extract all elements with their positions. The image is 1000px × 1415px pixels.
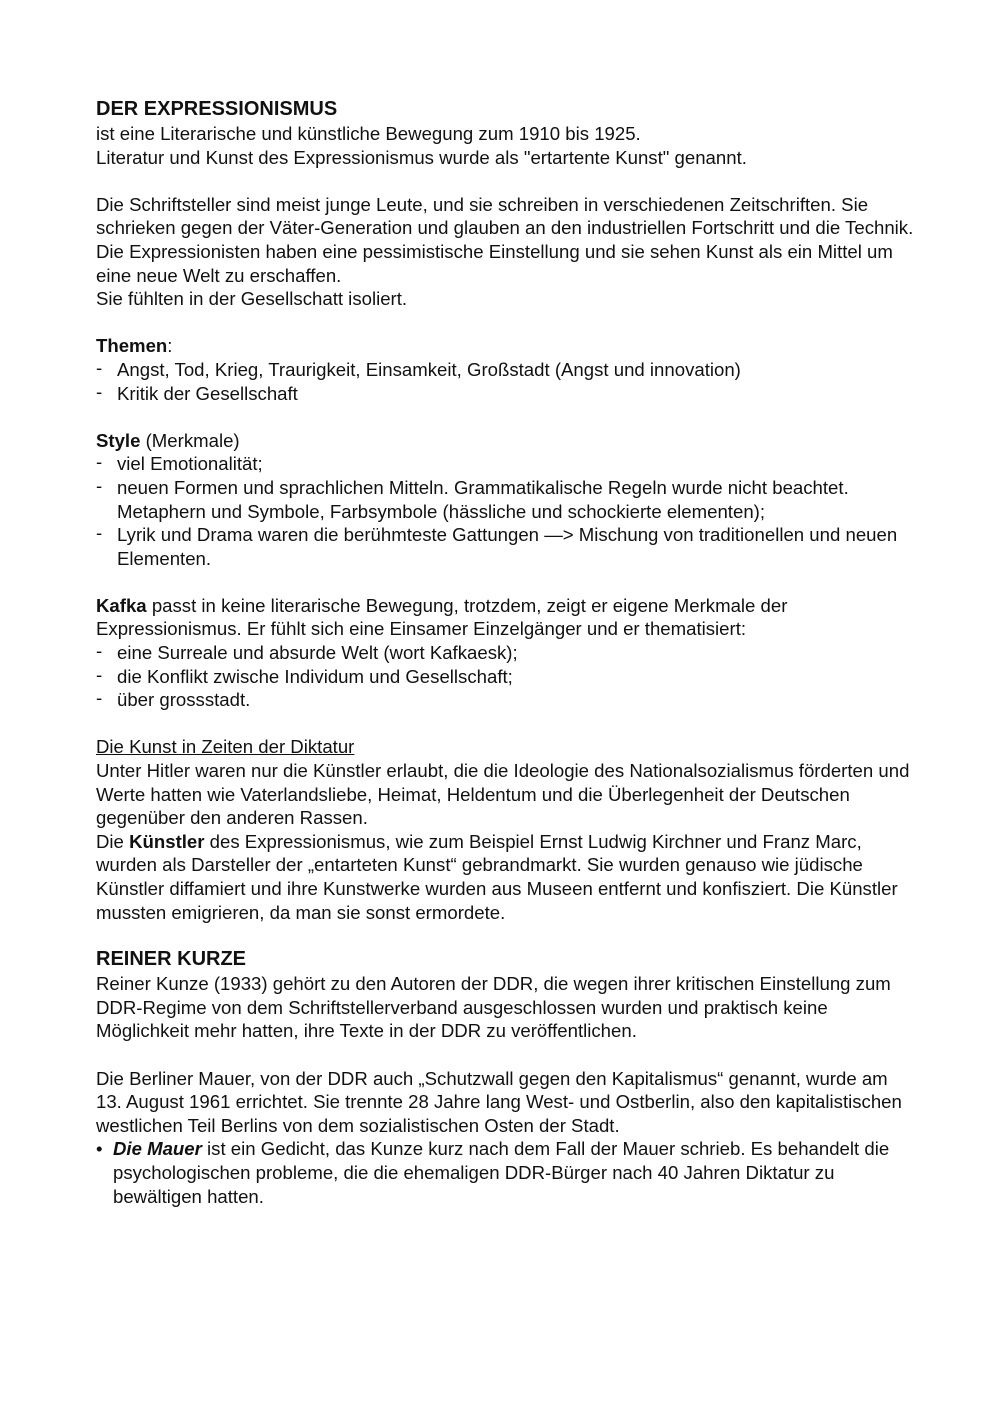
style-heading bbox=[96, 429, 916, 453]
section-title-expressionismus: DER EXPRESSIONISMUS bbox=[96, 98, 338, 120]
kafka-label: Kafka bbox=[96, 594, 147, 616]
paragraph-schriftsteller: Die Schriftsteller sind meist junge Leute, und sie schreiben in verschiedenen Zeitschriften. Sie schrieken gegen der Väter-Generation und glauben an den industriellen Fortschritt und die Technik. bbox=[96, 193, 914, 239]
spacer bbox=[96, 1043, 916, 1067]
themes-label: Themen bbox=[96, 335, 168, 357]
spacer bbox=[96, 169, 916, 193]
diktatur-heading: Die Kunst in Zeiten der Diktatur bbox=[96, 736, 355, 758]
document-page bbox=[96, 96, 916, 1208]
mauer-paragraph: Die Berliner Mauer, von der DDR auch „Schutzwall gegen den Kapitalismus“ genannt, wurde am 13. August 1961 errichtet. Sie trennte 28 Jahre lang West- und Ostberlin, also den kapitalistischen westlichen Teil Berlins von dem sozialistischen Osten der Stadt. bbox=[96, 1067, 902, 1136]
diktatur-text-pre: Die bbox=[96, 830, 130, 852]
section-title-kurze: REINER KURZE bbox=[96, 948, 247, 971]
spacer bbox=[96, 405, 916, 429]
diktatur-paragraph-2 bbox=[96, 830, 916, 924]
kafka-paragraph bbox=[96, 594, 916, 641]
spacer bbox=[96, 712, 916, 736]
kuenstler-label: Künstler bbox=[129, 830, 205, 852]
poem-title: Die Mauer bbox=[113, 1138, 202, 1160]
kafka-text: passt in keine literarische Bewegung, trotzdem, zeigt er eigene Merkmale der Expressionismus. Er fühlt sich eine Einsamer Einzelgänger und er thematisiert: bbox=[96, 594, 788, 640]
kunze-paragraph: Reiner Kunze (1933) gehört zu den Autoren der DDR, die wegen ihrer kritischen Einstellung zum DDR-Regime von dem Schriftstellerverband ausgeschlossen wurden und praktisch keine Möglichkeit mehr hatten, ihre Texte in der DDR zu veröffentlichen. bbox=[96, 973, 891, 1042]
list-item: - die Konflikt zwische Individum und Gesellschaft; bbox=[96, 665, 916, 689]
list-item bbox=[96, 1137, 916, 1208]
paragraph-expressionisten: Die Expressionisten haben eine pessimistische Einstellung und sie sehen Kunst als ein Mittel um eine neue Welt zu erschaffen. bbox=[96, 240, 893, 286]
list-item: - viel Emotionalität; bbox=[96, 452, 916, 476]
spacer bbox=[96, 924, 916, 946]
style-list bbox=[96, 452, 916, 570]
themes-heading bbox=[96, 334, 916, 358]
intro-line-2: Literatur und Kunst des Expressionismus wurde als "ertartente Kunst" genannt. bbox=[96, 146, 747, 168]
mauer-list bbox=[96, 1137, 916, 1208]
paragraph-isoliert: Sie fühlten in der Gesellschatt isoliert. bbox=[96, 288, 408, 310]
list-item: - Angst, Tod, Krieg, Traurigkeit, Einsamkeit, Großstadt (Angst und innovation) bbox=[96, 358, 916, 382]
themes-list bbox=[96, 358, 916, 405]
list-item: - Lyrik und Drama waren die berühmteste Gattungen —> Mischung von traditionellen und neuen Elementen. bbox=[96, 523, 916, 570]
list-item: - eine Surreale und absurde Welt (wort Kafkaesk); bbox=[96, 641, 916, 665]
themes-colon: : bbox=[167, 335, 173, 357]
diktatur-text-post: des Expressionismus, wie zum Beispiel Ernst Ludwig Kirchner und Franz Marc, wurden als Darsteller der „entarteten Kunst“ gebrandmarkt. Sie wurden genauso wie jüdische Künstler diffamiert und ihre Kunstwerke wurden aus Museen entfernt und konfisziert. Die Künstler mussten emigrieren, da man sie sonst ermordete. bbox=[96, 830, 898, 923]
intro-line-1: ist eine Literarische und künstliche Bewegung zum 1910 bis 1925. bbox=[96, 123, 641, 144]
kafka-list bbox=[96, 641, 916, 712]
style-label: Style bbox=[96, 429, 141, 451]
list-item: - Kritik der Gesellschaft bbox=[96, 382, 916, 406]
list-item: - neuen Formen und sprachlichen Mitteln. Grammatikalische Regeln wurde nicht beachtet. Metaphern und Symbole, Farbsymbole (hässliche und schockierte elementen); bbox=[96, 476, 916, 523]
spacer bbox=[96, 570, 916, 594]
list-item: - über grossstadt. bbox=[96, 688, 916, 712]
poem-description: ist ein Gedicht, das Kunze kurz nach dem Fall der Mauer schrieb. Es behandelt die psychologischen probleme, die die ehemaligen DDR-Bürger nach 40 Jahren Diktatur zu bewältigen hatten. bbox=[113, 1138, 890, 1207]
style-suffix: (Merkmale) bbox=[140, 429, 240, 451]
spacer bbox=[96, 311, 916, 335]
diktatur-paragraph-1: Unter Hitler waren nur die Künstler erlaubt, die die Ideologie des Nationalsozialismus förderten und Werte hatten wie Vaterlandsliebe, Heimat, Heldentum und die Überlegenheit der Deutschen gegenüber den anderen Rassen. bbox=[96, 760, 910, 829]
